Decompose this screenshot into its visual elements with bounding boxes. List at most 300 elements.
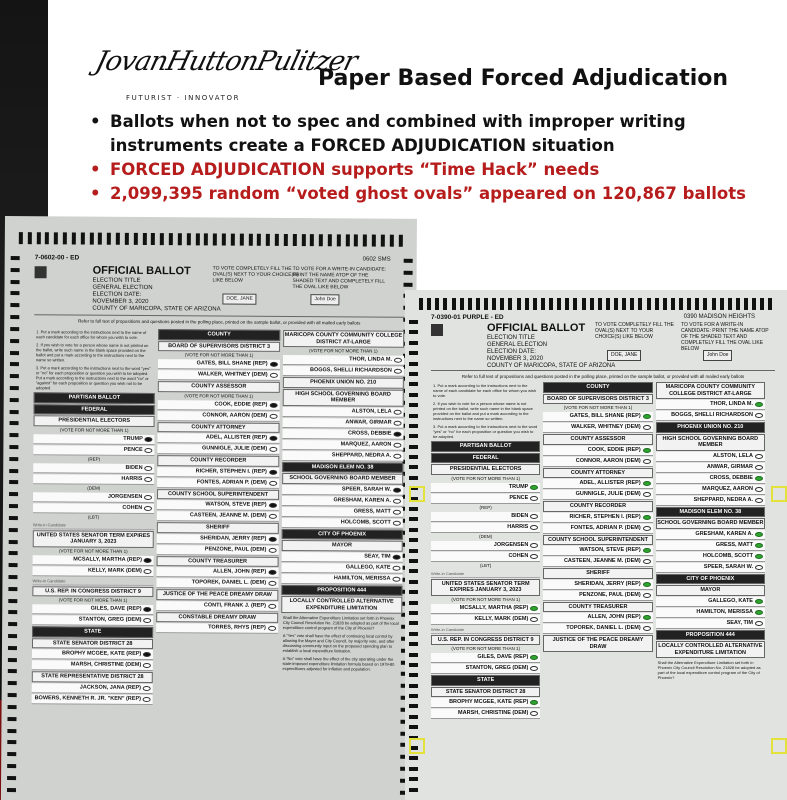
timing-mark: [10, 398, 19, 402]
timing-mark: [8, 622, 17, 626]
timing-marks-side: [7, 256, 20, 792]
vote-oval: [143, 618, 151, 623]
candidate-row: [543, 412, 652, 422]
vote-oval: [268, 536, 276, 541]
candidate-row: [431, 541, 540, 551]
timing-mark: [19, 232, 23, 244]
vote-oval: [144, 476, 152, 481]
candidate-row: [431, 709, 540, 719]
candidate-name: SPEER, SARAH W.: [703, 563, 753, 570]
instruction-paragraph: 2. If you wish to vote for a person whose name is not printed on the ballot, write such name in the blank space provided on the ballot and put a mark according to the instructions next to the name so written.: [35, 342, 149, 363]
timing-mark: [10, 421, 19, 425]
timing-mark: [240, 234, 244, 246]
timing-mark: [606, 298, 610, 310]
race-heading: U.S. REP. IN CONGRESS DISTRICT 9: [32, 586, 153, 597]
candidate-row: [543, 513, 652, 523]
timing-mark: [500, 298, 504, 310]
candidate-name: BIDEN: [511, 512, 529, 519]
timing-mark: [204, 233, 208, 245]
candidate-row: [158, 467, 279, 478]
vote-oval: [755, 454, 763, 459]
timing-mark: [98, 233, 102, 245]
timing-mark: [712, 298, 716, 310]
sample-name-field: DOE, JANE: [607, 350, 641, 361]
candidate-row: [33, 555, 154, 566]
vote-oval: [144, 505, 152, 510]
candidate-row: [431, 552, 540, 562]
candidate-row: [282, 439, 403, 450]
timing-mark: [409, 642, 418, 646]
timing-mark: [275, 234, 279, 246]
candidate-name: ALLEN, JOHN (REP): [212, 568, 267, 575]
timing-mark: [695, 298, 699, 310]
timing-mark: [409, 621, 418, 625]
timing-mark: [614, 298, 618, 310]
timing-marks-top: [19, 232, 403, 247]
vote-oval: [530, 514, 538, 519]
candidate-row: [32, 604, 153, 615]
candidate-row: [32, 694, 153, 705]
timing-mark: [319, 234, 323, 246]
timing-marks-side: [409, 320, 418, 792]
ghost-oval-highlight: [530, 655, 538, 660]
timing-mark: [409, 538, 418, 542]
vote-oval: [393, 520, 401, 525]
ghost-oval-highlight: [755, 554, 763, 559]
candidate-row: [282, 495, 403, 506]
timing-mark: [151, 233, 155, 245]
race-heading: PARTISAN BALLOT: [431, 441, 540, 452]
candidate-name: HARRIS: [507, 523, 529, 530]
candidate-name: TOPOREK, DANIEL L. (DEM): [191, 579, 267, 586]
candidate-row: [656, 552, 765, 562]
timing-mark: [9, 516, 18, 520]
race-heading: FEDERAL: [34, 404, 155, 415]
vote-oval: [643, 492, 651, 497]
timing-mark: [760, 298, 764, 310]
timing-mark: [8, 587, 17, 591]
candidate-row: [656, 608, 765, 618]
candidate-name: MCSALLY, MARTHA (REP): [73, 555, 142, 563]
candidate-name: CASTEEN, JEANNE M. (DEM): [563, 558, 641, 564]
vote-oval: [755, 565, 763, 570]
timing-mark: [409, 788, 418, 792]
race-heading: MARICOPA COUNTY COMMUNITY COLLEGE DISTRICT AT-LARGE: [283, 330, 404, 348]
ballot-column: [280, 330, 405, 799]
candidate-name: MARSH, CHRISTINE (DEM): [70, 661, 142, 668]
timing-mark: [736, 298, 740, 310]
candidate-row: [32, 649, 153, 660]
county-line: COUNTY OF MARICOPA, STATE OF ARIZONA: [487, 363, 616, 369]
race-heading: PRESIDENTIAL ELECTORS: [431, 464, 540, 475]
timing-mark: [8, 705, 17, 709]
fill-oval-instructions: TO VOTE COMPLETELY FILL THE OVAL(S) NEXT TO YOUR CHOICE(S) LIKE BELOW: [212, 265, 299, 284]
timing-mark: [10, 374, 19, 378]
ballot-column: [431, 382, 540, 796]
candidate-name: MCSALLY, MARTHA (REP): [459, 604, 529, 611]
ghost-oval-highlight: [643, 515, 651, 520]
vote-limit-note: (REP): [479, 504, 492, 510]
timing-mark: [409, 434, 418, 438]
vote-oval: [393, 453, 401, 458]
vote-limit-note: (VOTE FOR NOT MORE THAN 1): [309, 348, 378, 354]
race-heading: SCHOOL GOVERNING BOARD MEMBER: [656, 518, 765, 529]
race-heading: FEDERAL: [431, 453, 540, 464]
vote-oval: [269, 480, 277, 485]
timing-mark: [460, 298, 464, 310]
timing-mark: [9, 563, 18, 567]
timing-mark: [557, 298, 561, 310]
vote-limit-note: (LBT): [87, 514, 100, 520]
vote-limit-note: (DEM): [87, 485, 101, 491]
vote-limit-note: (VOTE FOR NOT MORE THAN 1): [451, 475, 520, 481]
instruction-paragraph: A "No" vote shall have the effect of the city operating under the state-imposed expenditure limitation formula based on 1979-80 expenditures adjusted for inflation and population.: [282, 655, 395, 672]
candidate-row: [157, 601, 278, 612]
vote-oval: [268, 570, 276, 575]
candidate-row: [33, 445, 154, 456]
vote-oval: [145, 447, 153, 452]
vote-oval: [270, 362, 278, 367]
timing-mark: [409, 601, 418, 605]
timing-mark: [409, 424, 418, 428]
timing-mark: [107, 233, 111, 245]
ballot-corner-code: 0602 SMS: [362, 256, 391, 263]
race-heading: COUNTY ASSESSOR: [158, 381, 279, 392]
timing-mark: [134, 233, 138, 245]
vote-oval: [144, 494, 152, 499]
candidate-row: [431, 698, 540, 708]
candidate-row: [33, 434, 154, 445]
timing-mark: [381, 235, 385, 247]
timing-mark: [8, 634, 17, 638]
timing-mark: [10, 291, 19, 295]
instruction-paragraph: 3. Put a mark according to the instructions next to the word "yes" or "no" for each proposition or question you wish to be adopted. Put a mark according to the instructions next to the word "no" or "against" for each proposition or question you wish not to be adopted.: [35, 365, 151, 391]
timing-mark: [222, 234, 226, 246]
timing-marks-top: [419, 298, 773, 310]
instruction-paragraph: 3. Put a mark according to the instructions next to the word "yes" or "no" for each proposition or question you wish to be adopted.: [433, 424, 538, 439]
candidate-row: [543, 479, 652, 489]
candidate-name: COHEN: [508, 552, 529, 559]
candidate-name: MARQUEZ, AARON: [702, 485, 753, 492]
candidate-row: [656, 541, 765, 551]
ghost-oval-highlight: [643, 481, 651, 486]
timing-mark: [8, 658, 17, 662]
timing-mark: [744, 298, 748, 310]
vote-oval: [393, 509, 401, 514]
vote-oval: [143, 652, 151, 657]
timing-mark: [7, 776, 16, 780]
timing-mark: [409, 382, 418, 386]
timing-mark: [9, 528, 18, 532]
candidate-row: [281, 573, 402, 584]
ballot-code: 7-0390-01 PURPLE - ED: [431, 314, 504, 321]
timing-mark: [768, 298, 772, 310]
candidate-name: PENZONE, PAUL (DEM): [204, 545, 267, 553]
candidate-name: CROSS, DEBBIE: [348, 429, 392, 437]
timing-mark: [301, 234, 305, 246]
candidate-row: [656, 463, 765, 473]
candidate-row: [543, 546, 652, 556]
race-heading: MADISON ELEM NO. 38: [656, 507, 765, 518]
timing-mark: [492, 298, 496, 310]
timing-mark: [427, 298, 431, 310]
candidate-name: GRESHAM, KAREN A.: [695, 530, 753, 537]
ballot-header: [34, 254, 404, 329]
timing-mark: [573, 298, 577, 310]
candidate-row: [656, 496, 765, 506]
race-heading: MAYOR: [656, 585, 765, 596]
ghost-oval-highlight: [755, 610, 763, 615]
vote-oval: [143, 685, 151, 690]
candidate-row: [282, 428, 403, 439]
race-heading: CONSTABLE DREAMY DRAW: [156, 612, 277, 623]
timing-mark: [409, 704, 418, 708]
candidate-row: [33, 463, 154, 474]
timing-mark: [409, 663, 418, 667]
timing-mark: [409, 528, 418, 532]
race-heading: SHERIFF: [157, 522, 278, 533]
candidate-name: WALKER, WHITNEY (DEM): [571, 424, 641, 430]
timing-mark: [7, 740, 16, 744]
candidate-row: [282, 417, 403, 428]
candidate-name: BOGGS, SHELLI RICHARDSON: [309, 367, 392, 374]
vote-oval: [530, 617, 538, 622]
candidate-row: [157, 545, 278, 556]
candidate-row: [158, 444, 279, 455]
candidate-row: [157, 578, 278, 589]
timing-mark: [328, 234, 332, 246]
timing-mark: [409, 351, 418, 355]
timing-mark: [443, 298, 447, 310]
timing-mark: [187, 233, 191, 245]
candidate-name: ADEL, ALLISTER (REP): [579, 480, 641, 486]
vote-oval: [268, 626, 276, 631]
race-heading: STATE SENATOR DISTRICT 28: [32, 638, 153, 649]
timing-mark: [409, 653, 418, 657]
candidate-row: [158, 400, 279, 411]
vote-oval: [394, 420, 402, 425]
candidate-row: [431, 512, 540, 522]
timing-mark: [36, 232, 40, 244]
sample-name-field: DOE, JANE: [222, 294, 256, 305]
vote-oval: [394, 369, 402, 374]
timing-mark: [89, 233, 93, 245]
candidate-name: STANTON, GREG (DEM): [78, 616, 142, 623]
candidate-row: [543, 557, 652, 567]
timing-mark: [9, 433, 18, 437]
candidate-row: [157, 500, 278, 511]
candidate-name: THOR, LINDA M.: [349, 356, 393, 363]
race-heading: PHOENIX UNION NO. 210: [656, 422, 765, 433]
vote-oval: [269, 402, 277, 407]
candidate-name: HAMILTON, MERISSA: [333, 574, 391, 582]
ghost-oval-highlight: [530, 606, 538, 611]
candidate-name: SHEPPARD, NEDRA A.: [331, 451, 392, 459]
timing-mark: [728, 298, 732, 310]
candidate-row: [33, 492, 154, 503]
vote-oval: [144, 607, 152, 612]
timing-mark: [517, 298, 521, 310]
instruction-paragraph: Shall the Alternative Expenditure Limitation set forth in Phoenix City Council Resolution No. 21828 be adopted as part of the local expenditure control program of the City of Phoenix?: [657, 660, 761, 680]
candidate-name: TORRES, RHYS (REP): [208, 624, 266, 631]
vote-oval: [393, 431, 401, 436]
timing-mark: [11, 256, 20, 260]
write-in-line: Write-in Candidate: [32, 577, 153, 586]
sample-writein-field: John Doe: [310, 294, 339, 305]
candidate-row: [543, 457, 652, 467]
race-heading: COUNTY SCHOOL SUPERINTENDENT: [157, 489, 278, 500]
race-heading: PRESIDENTIAL ELECTORS: [34, 415, 155, 426]
candidate-name: PENCE: [509, 494, 529, 501]
candidate-name: GUNNIGLE, JULIE (DEM): [201, 445, 268, 452]
timing-mark: [116, 233, 120, 245]
race-heading: COUNTY: [543, 382, 652, 393]
vote-oval: [643, 425, 651, 430]
candidate-name: STANTON, GREG (DEM): [465, 665, 529, 671]
race-heading: STATE: [32, 626, 153, 637]
candidate-row: [543, 624, 652, 634]
candidate-name: HAMILTON, MERISSA: [696, 608, 753, 615]
candidate-row: [543, 423, 652, 433]
candidate-row: [157, 534, 278, 545]
candidate-name: HOLCOMB, SCOTT: [340, 518, 391, 526]
ballot-column: [543, 382, 652, 796]
timing-mark: [81, 233, 85, 245]
timing-mark: [7, 764, 16, 768]
race-heading: HIGH SCHOOL GOVERNING BOARD MEMBER: [656, 434, 765, 451]
timing-mark: [11, 280, 20, 284]
vote-oval: [643, 459, 651, 464]
vote-oval: [643, 559, 651, 564]
ballot-columns: [431, 382, 765, 796]
timing-mark: [8, 693, 17, 697]
vote-oval: [530, 666, 538, 671]
candidate-name: SHERIDAN, JERRY (REP): [200, 534, 267, 542]
timing-mark: [195, 233, 199, 245]
candidate-name: GALLEGO, KATE: [708, 597, 753, 604]
timing-mark: [310, 234, 314, 246]
vote-oval: [269, 469, 277, 474]
timing-mark: [284, 234, 288, 246]
election-title-label: ELECTION TITLE: [92, 277, 141, 284]
timing-mark: [549, 298, 553, 310]
timing-mark: [45, 232, 49, 244]
refer-note: Refer to full text of propositions and questions posted in the polling place, printed on the sample ballot, or provided with all mailed early ballots: [34, 314, 404, 327]
timing-mark: [409, 725, 418, 729]
timing-mark: [28, 232, 32, 244]
candidate-name: TRUMP: [508, 483, 529, 490]
vote-oval: [145, 436, 153, 441]
timing-mark: [178, 233, 182, 245]
timing-mark: [125, 233, 129, 245]
timing-mark: [231, 234, 235, 246]
candidate-name: FONTES, ADRIAN P. (DEM): [570, 524, 641, 531]
timing-mark: [9, 480, 18, 484]
vote-oval: [643, 626, 651, 631]
candidate-row: [281, 562, 402, 573]
timing-mark: [404, 282, 413, 286]
race-heading: PARTISAN BALLOT: [34, 392, 155, 403]
candidate-row: [431, 615, 540, 625]
candidate-name: GUNNIGLE, JULIE (DEM): [575, 491, 641, 497]
election-date-label: ELECTION DATE:: [92, 291, 142, 298]
official-ballot-heading: OFFICIAL BALLOT: [487, 322, 586, 334]
timing-mark: [409, 632, 418, 636]
race-heading: MAYOR: [281, 540, 402, 551]
vote-oval: [530, 543, 538, 548]
candidate-name: BOWERS, KENNETH R. JR. "KEN" (REP): [34, 694, 141, 702]
timing-mark: [404, 259, 413, 263]
vote-oval: [270, 373, 278, 378]
candidate-row: [282, 450, 403, 461]
timing-mark: [10, 351, 19, 355]
timing-mark: [468, 298, 472, 310]
election-date: NOVEMBER 3, 2020: [92, 298, 149, 306]
bullet-list: [88, 110, 768, 206]
timing-mark: [8, 610, 17, 614]
candidate-name: FONTES, ADRIAN P. (DEM): [196, 478, 267, 486]
candidate-row: [656, 474, 765, 484]
timing-mark: [419, 298, 423, 310]
timing-mark: [9, 504, 18, 508]
ghost-oval-highlight: [755, 402, 763, 407]
timing-mark: [435, 298, 439, 310]
timing-mark: [409, 756, 418, 760]
race-heading: BOARD OF SUPERVISORS DISTRICT 3: [158, 341, 279, 352]
timing-mark: [257, 234, 261, 246]
timing-mark: [622, 298, 626, 310]
race-heading: CITY OF PHOENIX: [281, 528, 402, 539]
vote-oval: [643, 526, 651, 531]
candidate-name: GILES, DAVE (REP): [477, 654, 529, 660]
race-heading: COUNTY ASSESSOR: [543, 434, 652, 445]
candidate-name: CONTI, FRANK J. (REP): [203, 601, 266, 609]
ballot-column: [155, 329, 280, 798]
highlight-box: [409, 486, 425, 502]
ghost-oval-highlight: [643, 414, 651, 419]
candidate-row: [32, 683, 153, 694]
race-heading: UNITED STATES SENATOR TERM EXPIRES JANUARY 3, 2023: [33, 530, 154, 548]
election-date-label: ELECTION DATE:: [487, 349, 536, 355]
ghost-oval-highlight: [643, 615, 651, 620]
timing-mark: [565, 298, 569, 310]
candidate-name: TOPOREK, DANIEL L. (DEM): [566, 625, 641, 631]
election-name: GENERAL ELECTION: [92, 284, 153, 292]
candidate-row: [543, 580, 652, 590]
candidate-row: [656, 597, 765, 607]
candidate-name: HOLCOMB, SCOTT: [702, 552, 753, 559]
timing-mark: [409, 569, 418, 573]
timing-mark: [160, 233, 164, 245]
vote-limit-note: (VOTE FOR NOT MORE THAN 1): [451, 646, 520, 651]
vote-oval: [755, 621, 763, 626]
timing-mark: [409, 362, 418, 366]
timing-mark: [484, 298, 488, 310]
candidate-row: [543, 490, 652, 500]
timing-mark: [404, 271, 413, 275]
vote-oval: [755, 498, 763, 503]
ghost-oval-highlight: [530, 700, 538, 705]
race-heading: MARICOPA COUNTY COMMUNITY COLLEGE DISTRICT AT-LARGE: [656, 382, 765, 399]
race-heading: COUNTY RECORDER: [543, 501, 652, 512]
timing-mark: [266, 234, 270, 246]
candidate-name: ALSTON, LELA: [351, 407, 392, 415]
timing-mark: [10, 362, 19, 366]
timing-mark: [598, 298, 602, 310]
candidate-name: KELLY, MARK (DEM): [87, 567, 142, 574]
timing-mark: [671, 298, 675, 310]
candidate-name: MARQUEZ, AARON: [340, 440, 392, 448]
